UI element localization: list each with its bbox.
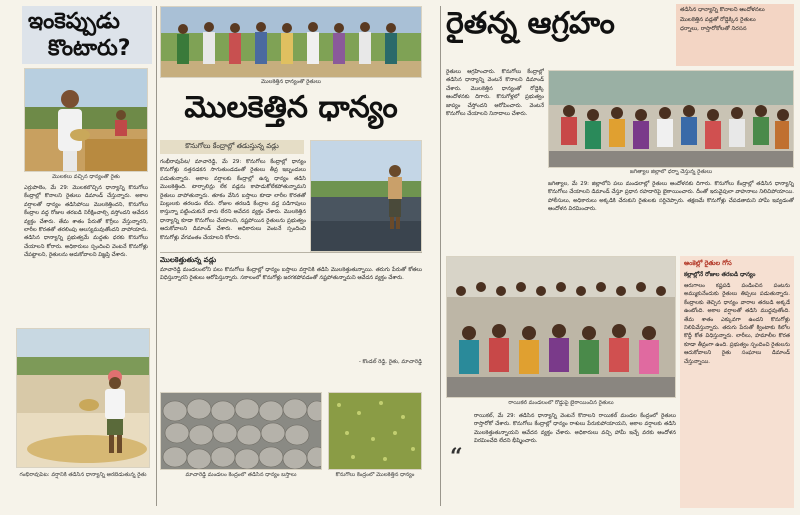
left-headline-line1: ఇంకెప్పుడు xyxy=(28,9,120,34)
center-headline: మొలకెత్తిన ధాన్యం xyxy=(184,90,398,125)
right-body-paragraph-2: జగిత్యాల, మే 29: జిల్లాలోని పలు మండలాల్లో రైతులు ఆందోళనకు దిగారు. కొనుగోలు కేంద్రాల్లో తడిసిన ధాన్యాన్ని కొనుగోలు చేయాలని డిమాండ్ చేస్తూ ప్రధాన రహదారిపై బైఠాయించారు. దీంతో ఇరువైపులా వాహనాలు నిలిచిపోయాయి. పోలీసులు, అధికారులు అక్కడికి చేరుకుని రైతులకు సర్దిచెప్పారు. తక్షణమే కొనుగోళ్లు చేపడతామని హామీ ఇవ్వడంతో ఆందోళన విరమించారు. xyxy=(548,181,794,213)
left-bottom-caption: గంభీరావుపేట: వర్షానికి తడిసిన ధాన్యాన్ని ఆరబెడుతున్న రైతు xyxy=(19,472,147,478)
right-headline: రైతన్న ఆగ్రహం xyxy=(446,6,615,41)
left-column-divider xyxy=(156,6,157,506)
side-box-paragraph: ఆరుగాలం కష్టపడి పండించిన పంటను అమ్ముకునేందుకు రైతులు తిప్పలు పడుతున్నారు. కేంద్రాలకు తెచ్చిన ధాన్యం వారాల తరబడి అక్కడే ఉంటోంది. అకాల వర్షాలతో తడిసి ముద్దవుతోంది. తేమ శాతం ఎక్కువగా ఉందని కొనుగోళ్లు నిలిపివేస్తున్నారు. తరుగు పేరుతో క్వింటాకు కిలోల కొద్దీ కోత విధిస్తున్నారు. లారీలు, హమాలీల కొరత కూడా తీవ్రంగా ఉంది. ప్రభుత్వం స్పందించి రైతులను ఆదుకోవాలని రైతు సంఘాలు డిమాండ్ చేస్తున్నాయి. xyxy=(684,283,790,365)
left-body-paragraph: ఎర్రుపాలెం, మే 29: మొలకలొచ్చిన ధాన్యాన్ని కొనుగోలు కేంద్రాల్లో కొనాలని రైతులు డిమాండ్ చేస్తున్నారు. అకాల వర్షాలతో ధాన్యం తడిసిపోయి మొలకెత్తిందని, కొనుగోలు కేంద్రాల వద్ద రోజుల తరబడి నిరీక్షించాల్సి వస్తోందని ఆవేదన వ్యక్తం చేశారు. తేమ శాతం పేరుతో కొర్రీలు వేస్తున్నారని, లారీల కొరతతో తరలింపు ఆలస్యమవుతోందని వాపోయారు. తడిసిన ధాన్యాన్ని ప్రభుత్వమే మద్దతు ధరకు కొనుగోలు చేయాలని కోరారు. అధికారులు స్పందించి వెంటనే కొనుగోళ్లు చేపట్టాలని, రైతులను ఆదుకోవాలని విజ్ఞప్తి చేశారు. xyxy=(24,185,148,259)
summary-bullet-2: మొలకెత్తిన వడ్లతో రోడ్డెక్కిన రైతులు xyxy=(680,16,756,23)
left-photo-caption: మొలకలు వచ్చిన ధాన్యంతో రైతు xyxy=(52,174,120,180)
right-body-paragraph-3: రాయికల్, మే 29: తడిసిన ధాన్యాన్ని వెంటనే కొనాలని రాయికల్ మండల కేంద్రంలో రైతులు రాస్తారోకో చేశారు. కొనుగోలు కేంద్రాల్లో ధాన్యం రాశులు పేరుకుపోయాయని, అకాల వర్షాలకు తడిసి మొలకెత్తుతున్నాయని ఆవేదన వ్యక్తం చేశారు. అధికారులు వచ్చి హామీ ఇచ్చే వరకు ఆందోళన విరమించేది లేదని భీష్మించారు. xyxy=(474,413,676,445)
farmer-with-grain-photo xyxy=(24,68,148,172)
center-sub-box-title: మొలకెత్తుతున్న వడ్లు xyxy=(160,256,217,264)
center-subheadline: కొనుగోలు కేంద్రాల్లో తడుస్తున్న వడ్లు xyxy=(160,140,304,154)
center-body-text xyxy=(160,158,306,248)
center-bottom-caption-1: మాచారెడ్డి మండలం కేంద్రంలో తడిసిన ధాన్యం బస్తాలు xyxy=(185,472,297,478)
side-box-title: అంకెల్లో రైతుల గోస xyxy=(684,259,732,267)
sprouted-grain-photo xyxy=(328,392,422,470)
center-sub-box-paragraph: మాచారెడ్డి మండలంలోని పలు కొనుగోలు కేంద్రాల్లో ధాన్యం బస్తాలు వర్షానికి తడిసి మొలకెత్తుతున్నాయి. తరుగు పేరుతో కోతలు విధిస్తున్నారని రైతులు ఆరోపిస్తున్నారు. సకాలంలో కొనుగోళ్లు జరగకపోవడంతో నష్టపోతున్నామని ఆవేదన వ్యక్తం చేశారు. xyxy=(160,267,422,282)
left-body-text xyxy=(24,184,148,320)
summary-bullet-3: ధర్నాలు, రాస్తారోకోలతో నిరసన xyxy=(680,26,747,33)
center-quote-attribution: - కొండల్ రెడ్డి, రైతు, మాచారెడ్డి xyxy=(358,359,422,365)
right-photo-caption-2: రాయికల్ మండలంలో రోడ్డుపై బైఠాయించిన రైతులు xyxy=(508,400,614,406)
side-box-text xyxy=(684,282,790,502)
center-bottom-caption-2: కొనుగోలు కేంద్రంలో మొలకెత్తిన ధాన్యం xyxy=(335,472,415,478)
right-photo-caption-1: జగిత్యాల జిల్లాలో ధర్నా చేస్తున్న రైతులు xyxy=(629,169,713,175)
right-summary-box xyxy=(676,4,794,66)
right-body-text-3 xyxy=(474,412,676,508)
left-headline-box xyxy=(22,6,152,64)
grain-sacks-photo xyxy=(160,392,322,470)
center-sub-divider xyxy=(160,252,422,253)
right-body-paragraph: రైతులు ఆగ్రహించారు. కొనుగోలు కేంద్రాల్లో తడిసిన ధాన్యాన్ని వెంటనే కొనాలని డిమాండ్ చేశారు. మొలకెత్తిన ధాన్యంతో రోడ్డెక్కి ఆందోళనకు దిగారు. కొనుగోళ్లలో ప్రభుత్వం జాప్యం చేస్తోందని ఆరోపించారు. వెంటనే కొనుగోలు చేయాలని నినాదాలు చేశారు. xyxy=(446,69,544,118)
right-body-text-2 xyxy=(548,180,794,246)
right-side-box xyxy=(680,256,794,508)
center-body-paragraph: గంభీరావుపేట/ మాచారెడ్డి, మే 29: కొనుగోలు కేంద్రాల్లో ధాన్యం కొనుగోళ్లు నత్తనడకన సాగుతుండడంతో రైతులు తీవ్ర ఇబ్బందులు పడుతున్నారు. అకాల వర్షాలకు కేంద్రాల్లో ఉన్న ధాన్యం తడిసి మొలకెత్తింది. టార్పాలిన్లు లేక వడ్లను కాపాడుకోలేకపోతున్నామని రైతులు వాపోతున్నారు. తూకం వేసిన బస్తాలు కూడా లారీల కొరతతో మిల్లులకు తరలడం లేదు. రోజుల తరబడి కేంద్రాల వద్ద పడిగాపులు కాస్తున్నా పట్టించుకునే వారు లేరని ఆవేదన వ్యక్తం చేశారు. మొలకెత్తిన ధాన్యాన్ని కూడా కొనుగోలు చేయాలని, నష్టపోయిన రైతులను ప్రభుత్వం ఆదుకోవాలని డిమాండ్ చేశారు. అధికారులు వెంటనే స్పందించి కొనుగోళ్లు వేగవంతం చేయాలని కోరారు. xyxy=(160,159,306,241)
farmers-group-top-photo xyxy=(160,6,422,78)
left-headline-line2: కొంటారు? xyxy=(48,36,131,61)
side-box-subtitle: కల్లాల్లోనే రోజుల తరబడి ధాన్యం xyxy=(684,272,756,278)
protest-photo-1 xyxy=(548,70,794,168)
center-top-caption: మొలకెత్తిన ధాన్యంతో రైతులు xyxy=(260,79,322,85)
right-body-text xyxy=(446,68,544,218)
center-sub-box-text xyxy=(160,266,422,354)
center-column-divider xyxy=(440,6,441,506)
summary-bullet-1: తడిసిన ధాన్యాన్ని కొనాలని ఆందోళనలు xyxy=(680,7,765,13)
quote-mark-icon: “ xyxy=(450,444,463,470)
protest-photo-2 xyxy=(446,256,676,398)
farmer-drying-grain-photo xyxy=(16,328,150,468)
farmer-standing-photo xyxy=(310,140,422,252)
